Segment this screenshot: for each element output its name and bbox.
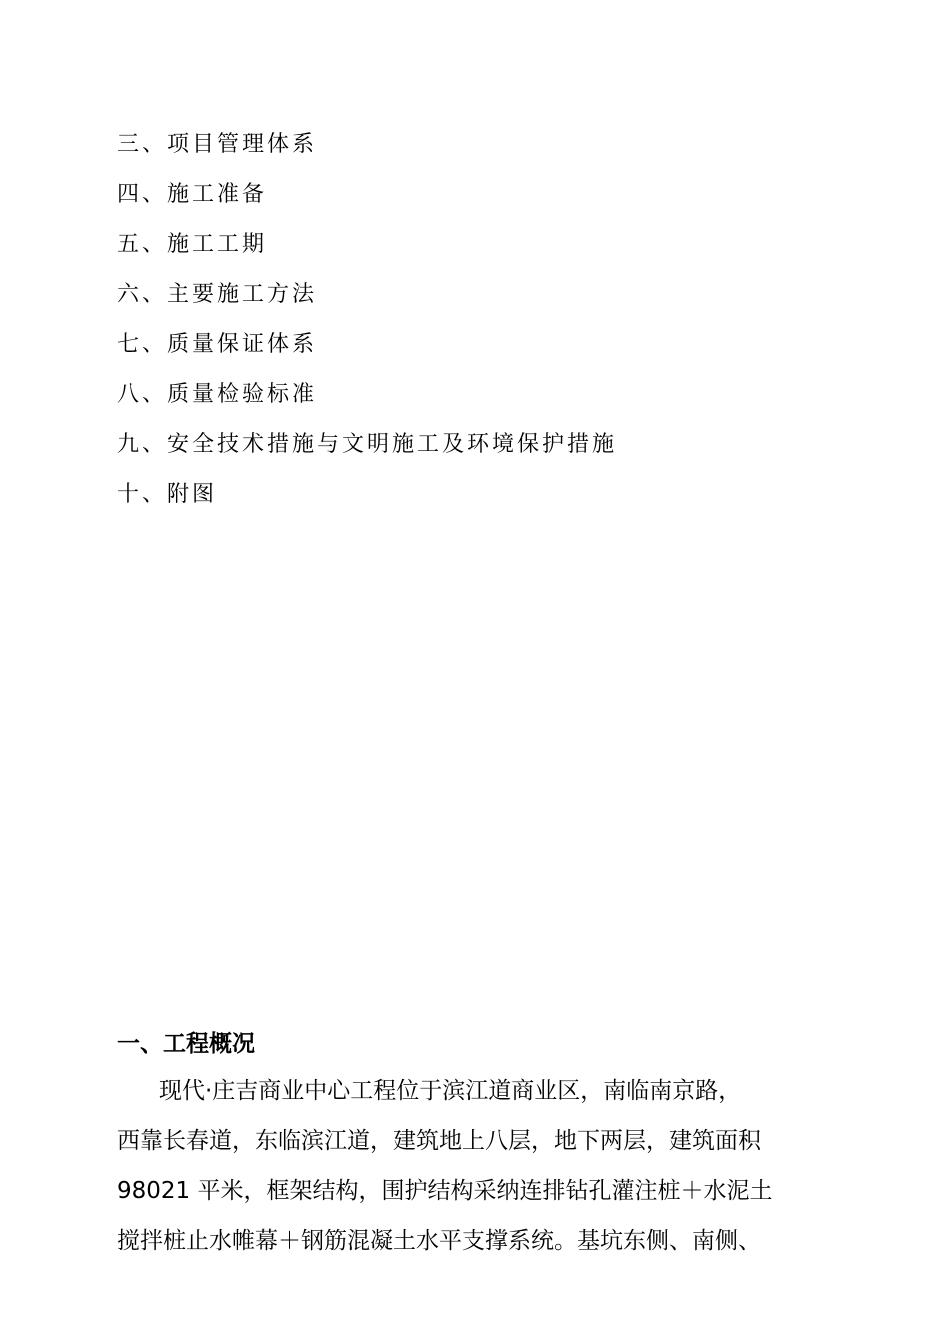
paragraph-line-1: 现代·庄吉商业中心工程位于滨江道商业区，南临南京路， <box>159 1078 742 1104</box>
paragraph-line-2: 西靠长春道，东临滨江道，建筑地上八层，地下两层，建筑面积 <box>117 1128 761 1154</box>
section-project-overview <box>117 1022 837 1266</box>
toc-item-6: 六、主要施工方法 <box>117 282 318 307</box>
section-heading: 一、工程概况 <box>117 1031 255 1057</box>
toc-item-8: 八、质量检验标准 <box>117 382 318 407</box>
paragraph-line-3: 98021 平米，框架结构，围护结构采纳连排钻孔灌注桩＋水泥土 <box>117 1178 773 1204</box>
paragraph-line-4: 搅拌桩止水帷幕＋钢筋混凝土水平支撑系统。基坑东侧、南侧、 <box>117 1228 761 1254</box>
toc-item-10: 十、附图 <box>117 482 218 507</box>
toc-item-3: 三、项目管理体系 <box>117 132 318 157</box>
toc-item-4: 四、施工准备 <box>117 182 268 207</box>
toc-item-7: 七、质量保证体系 <box>117 332 318 357</box>
section-paragraph <box>117 1066 837 1266</box>
table-of-contents <box>117 128 617 528</box>
toc-item-9: 九、安全技术措施与文明施工及环境保护措施 <box>117 432 618 457</box>
toc-item-5: 五、施工工期 <box>117 232 268 257</box>
